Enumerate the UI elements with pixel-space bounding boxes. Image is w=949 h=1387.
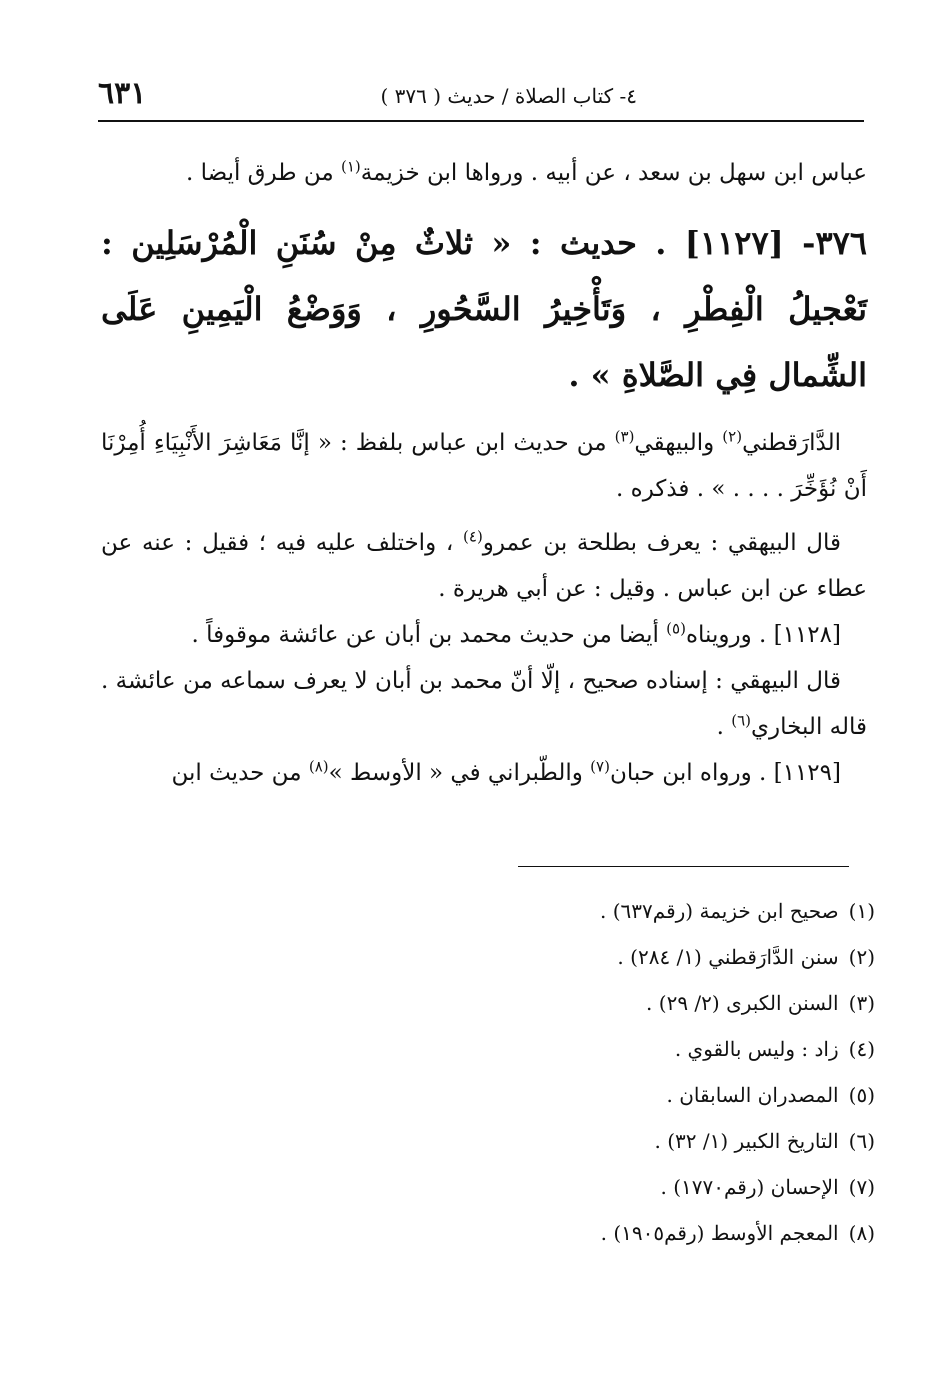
footnote-text: السنن الكبرى (٢/ ٢٩) . [646, 991, 839, 1015]
footnote-text: المصدران السابقان . [666, 1083, 839, 1107]
paragraph-1: عباس ابن سهل بن سعد ، عن أبيه . ورواها ابن خزيمة$^{(١)}$ من طرق أيضا . [186, 157, 867, 186]
hadith-number: ٣٧٦- [١١٢٧] . حديث : [511, 224, 868, 262]
footnotes [600, 888, 875, 1256]
paragraph-6: [١١٢٩] . ورواه ابن حبان$^{(٧)}$ والطّبراني في « الأوسط »$^{(٨)}$ من حديث ابن [171, 757, 841, 786]
footnote-item [600, 1118, 875, 1164]
footnote-text: سنن الدَّارَقطني (١/ ٢٨٤) . [617, 945, 839, 969]
footnote-number: (٣) [848, 991, 875, 1015]
footnote-ref: (٥) [666, 619, 686, 638]
hadith-heading [101, 210, 867, 408]
footnote-ref: (٢) [722, 427, 743, 446]
paragraph-2: الدَّارَقطني$^{(٢)}$ والبيهقي$^{(٣)}$ من حديث ابن عباس بلفظ : « إنَّا مَعَاشِرَ الأَنْبِيَاءِ أُمِرْنَا أَنْ نُؤَخِّرَ . . . . » . فذكره . [101, 427, 867, 502]
footnote-ref: (٧) [590, 757, 610, 776]
footnote-ref: (٣) [614, 427, 635, 446]
footnote-text: التاريخ الكبير (١/ ٣٢) . [654, 1129, 839, 1153]
footnote-ref: (١) [340, 157, 361, 176]
page-header [98, 72, 867, 118]
footnote-item [600, 934, 875, 980]
footnote-ref: (٨) [308, 757, 329, 776]
footnote-number: (٥) [848, 1083, 875, 1107]
footnote-number: (٢) [848, 945, 875, 969]
footnote-text: الإحسان (رقم١٧٧٠) . [660, 1175, 839, 1199]
header-rule [98, 120, 864, 122]
footnote-item [600, 1210, 875, 1256]
footnote-item [600, 1026, 875, 1072]
footnote-number: (٦) [848, 1129, 875, 1153]
footnote-text: صحيح ابن خزيمة (رقم٦٣٧) . [600, 899, 839, 923]
footnote-item [600, 1072, 875, 1118]
footnote-item [600, 1164, 875, 1210]
running-title: ٤- كتاب الصلاة / حديث ( ٣٧٦ ) [380, 84, 637, 108]
footnote-number: (٧) [848, 1175, 875, 1199]
main-text [101, 150, 867, 796]
footnote-separator [518, 866, 849, 867]
footnote-number: (٤) [848, 1037, 875, 1061]
footnote-ref: (٤) [463, 527, 483, 546]
paragraph-5: قال البيهقي : إسناده صحيح ، إلّا أنّ محمد بن أبان لا يعرف سماعه من عائشة . قاله البخاري$^{(٦)}$ . [101, 668, 867, 740]
page-number: ٦٣١ [98, 76, 147, 111]
footnote-number: (١) [848, 899, 875, 923]
hadith-text: « ثلاثٌ مِنْ سُنَنِ الْمُرْسَلِين : تَعْجيلُ الْفِطْرِ ، وَتَأْخِيرُ السَّحُورِ ، وَوَضْعُ الْيَمِينِ عَلَى الشِّمال فِي الصَّلاةِ » . [101, 224, 867, 394]
footnote-text: زاد : وليس بالقوي . [674, 1037, 839, 1061]
footnote-item [600, 980, 875, 1026]
paragraph-3: قال البيهقي : يعرف بطلحة بن عمرو$^{(٤)}$ ، واختلف عليه فيه ؛ فقيل : عنه عن عطاء عن ابن عباس . وقيل : عن أبي هريرة . [101, 527, 867, 602]
footnote-number: (٨) [848, 1221, 875, 1245]
footnote-text: المعجم الأوسط (رقم١٩٠٥) . [600, 1221, 839, 1245]
footnote-ref: (٦) [731, 711, 752, 730]
footnote-item [600, 888, 875, 934]
paragraph-4: [١١٢٨] . ورويناه$^{(٥)}$ أيضا من حديث محمد بن أبان عن عائشة موقوفاً . [191, 619, 841, 648]
